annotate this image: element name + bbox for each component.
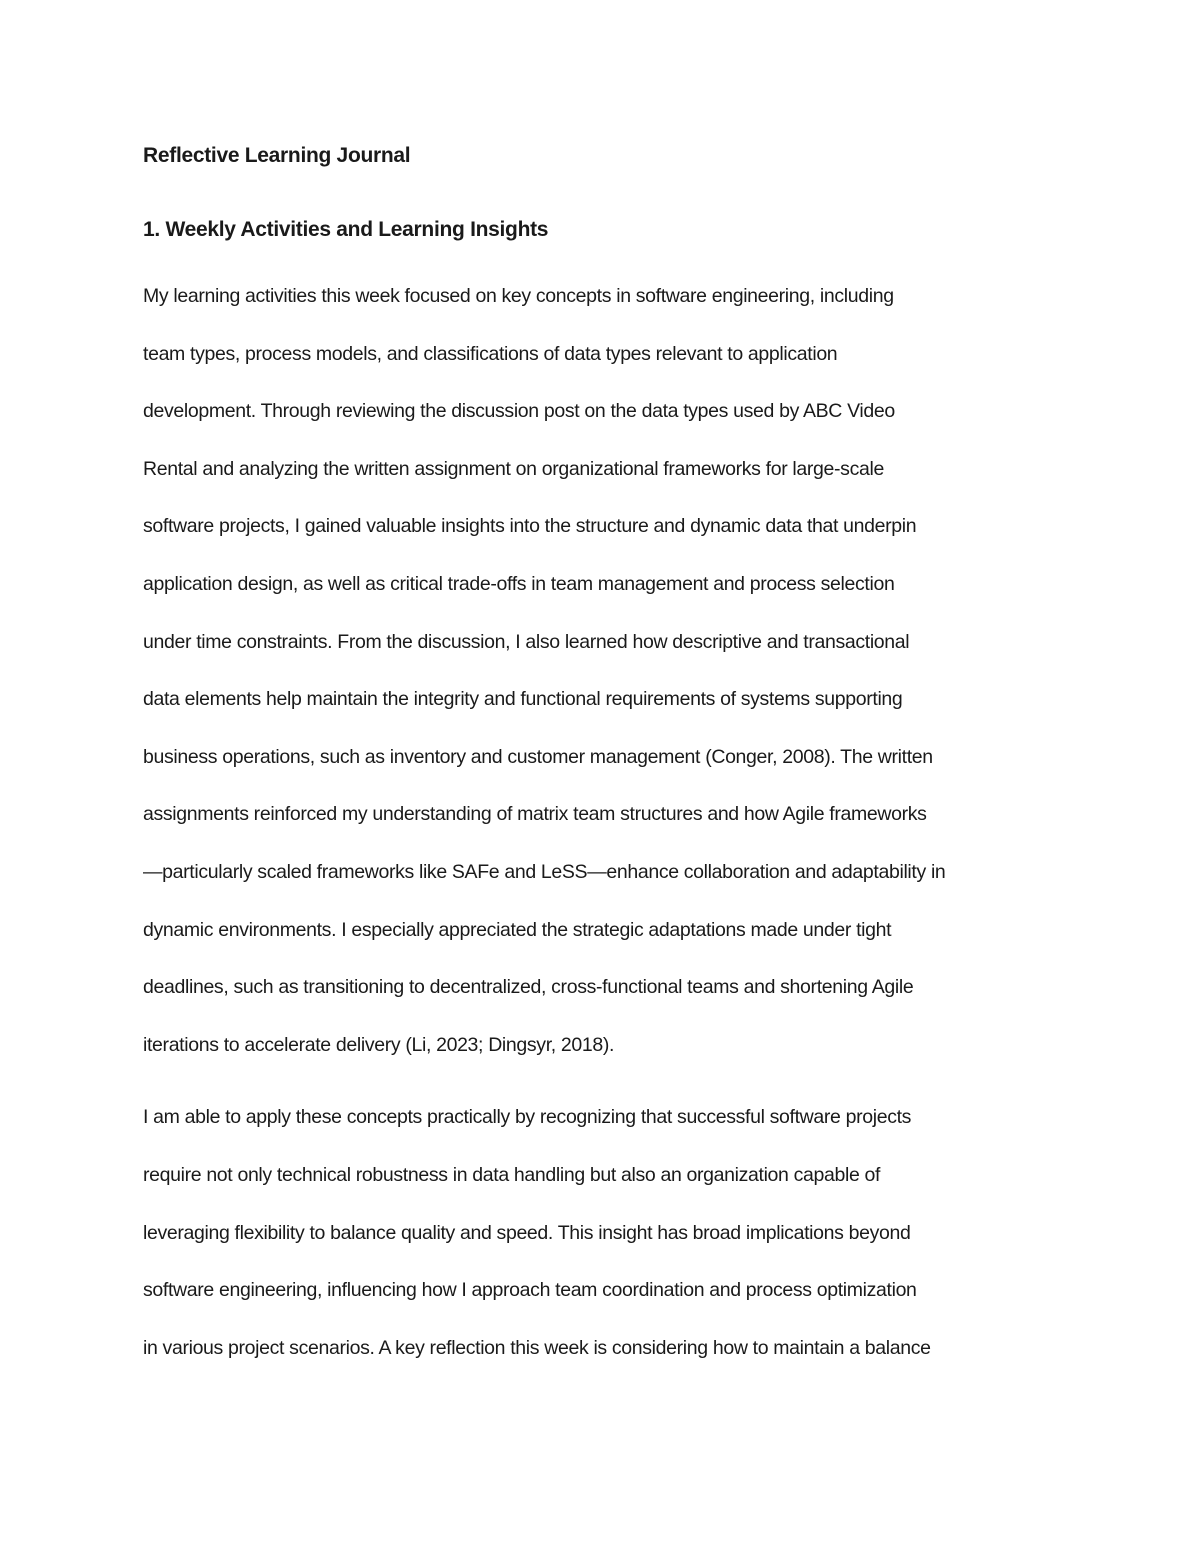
section-heading: 1. Weekly Activities and Learning Insights	[143, 218, 549, 241]
paragraph-application	[143, 1089, 1063, 1377]
text-line: team types, process models, and classifications of data types relevant to application	[143, 342, 838, 365]
text-line: application design, as well as critical trade-offs in team management and process selection	[143, 572, 895, 595]
text-line: under time constraints. From the discussion, I also learned how descriptive and transactional	[143, 630, 910, 653]
text-line: dynamic environments. I especially appreciated the strategic adaptations made under tight	[143, 918, 892, 941]
text-line: iterations to accelerate delivery (Li, 2023; Dingsyr, 2018).	[143, 1033, 615, 1056]
text-line: leveraging flexibility to balance quality and speed. This insight has broad implications beyond	[143, 1221, 911, 1244]
text-line: business operations, such as inventory and customer management (Conger, 2008). The written	[143, 745, 933, 768]
text-line: data elements help maintain the integrity and functional requirements of systems supporting	[143, 688, 903, 711]
text-line: My learning activities this week focused on key concepts in software engineering, including	[143, 285, 894, 307]
text-line: Rental and analyzing the written assignment on organizational frameworks for large-scale	[143, 457, 884, 480]
text-line: I am able to apply these concepts practically by recognizing that successful software projects	[143, 1106, 912, 1129]
text-line: deadlines, such as transitioning to decentralized, cross-functional teams and shortening Agile	[143, 976, 914, 999]
text-line: development. Through reviewing the discussion post on the data types used by ABC Video	[143, 400, 895, 423]
paragraph-weekly-activities	[143, 268, 1063, 1074]
text-line: software projects, I gained valuable insights into the structure and dynamic data that underpin	[143, 515, 917, 538]
text-line: —particularly scaled frameworks like SAFe and LeSS—enhance collaboration and adaptability in	[143, 860, 946, 883]
text-line: in various project scenarios. A key reflection this week is considering how to maintain a balance	[143, 1336, 931, 1359]
text-line: software engineering, influencing how I approach team coordination and process optimization	[143, 1279, 917, 1302]
text-line: require not only technical robustness in data handling but also an organization capable of	[143, 1163, 881, 1186]
document-body	[143, 138, 1063, 1377]
text-line: assignments reinforced my understanding of matrix team structures and how Agile frameworks	[143, 803, 927, 826]
document-title: Reflective Learning Journal	[143, 144, 411, 167]
